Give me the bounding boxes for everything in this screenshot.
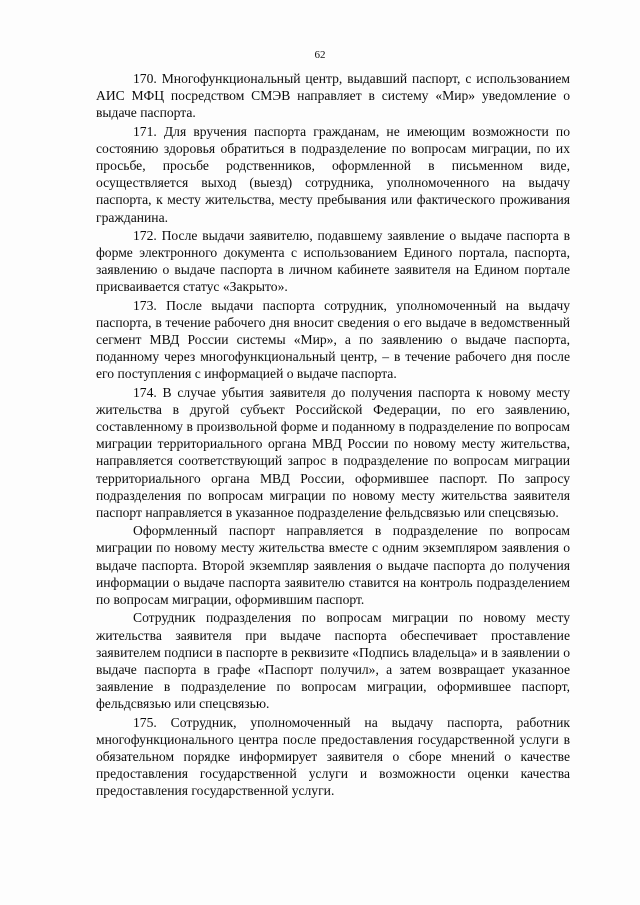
paragraph-171: 171. Для вручения паспорта гражданам, не имеющим возможности по состоянию здоровья обратиться в подразделение по вопросам миграции, по их просьбе, просьбе родственников, оформленной в письменном виде, осуществляется выход (выезд) сотрудника, уполномоченного на выдачу паспорта, к месту жительства, месту пребывания или фактического проживания гражданина. bbox=[96, 123, 570, 225]
paragraph-175: 175. Сотрудник, уполномоченный на выдачу паспорта, работник многофункционального центра после предоставления государственной услуги в обязательном порядке информирует заявителя о сборе мнений о качестве предоставления государственной услуги и возможности оценки качества предоставления государственной услуги. bbox=[96, 714, 570, 799]
paragraph-174-continued-1: Оформленный паспорт направляется в подразделение по вопросам миграции по новому месту жительства вместе с одним экземпляром заявления о выдаче паспорта. Второй экземпляр заявления о выдаче паспорта до получения информации о выдаче паспорта заявителю ставится на контроль подразделением по вопросам миграции, оформившим паспорт. bbox=[96, 523, 570, 608]
paragraph-174: 174. В случае убытия заявителя до получения паспорта к новому месту жительства в другой субъект Российской Федерации, по его заявлению, составленному в произвольной форме и поданному в подразделение по вопросам миграции территориального органа МВД России по новому месту жительства, направляется соответствующий запрос в подразделение по вопросам миграции территориального органа МВД России, оформившее паспорт. По запросу подразделения по вопросам миграции по новому месту жительства заявителя паспорт направляется в указанное подразделение фельдсвязью или спецсвязью. bbox=[96, 384, 570, 521]
paragraph-170: 170. Многофункциональный центр, выдавший паспорт, с использованием АИС МФЦ посредством СМЭВ направляет в систему «Мир» уведомление о выдаче паспорта. bbox=[96, 71, 570, 121]
paragraph-173: 173. После выдачи паспорта сотрудник, уполномоченный на выдачу паспорта, в течение рабочего дня вносит сведения о его выдаче в ведомственный сегмент МВД России системы «Мир», а по заявлению о выдаче паспорта, поданному через многофункциональный центр, – в течение рабочего дня после его поступления с информацией о выдаче паспорта. bbox=[96, 297, 570, 382]
paragraph-172: 172. После выдачи заявителю, подавшему заявление о выдаче паспорта в форме электронного документа с использованием Единого портала, паспорта, заявлению о выдаче паспорта в личном кабинете заявителя на Едином портале присваивается статус «Закрыто». bbox=[96, 227, 570, 295]
paragraph-174-continued-2: Сотрудник подразделения по вопросам миграции по новому месту жительства заявителя при выдаче паспорта обеспечивает проставление заявителем подписи в паспорте в реквизите «Подпись владельца» и в заявлении о выдаче паспорта в графе «Паспорт получил», а затем возвращает указанное заявление в подразделение по вопросам миграции, оформившее паспорт, фельдсвязью или спецсвязью. bbox=[96, 610, 571, 712]
document-body bbox=[96, 70, 570, 801]
page-number: 62 bbox=[314, 49, 326, 61]
